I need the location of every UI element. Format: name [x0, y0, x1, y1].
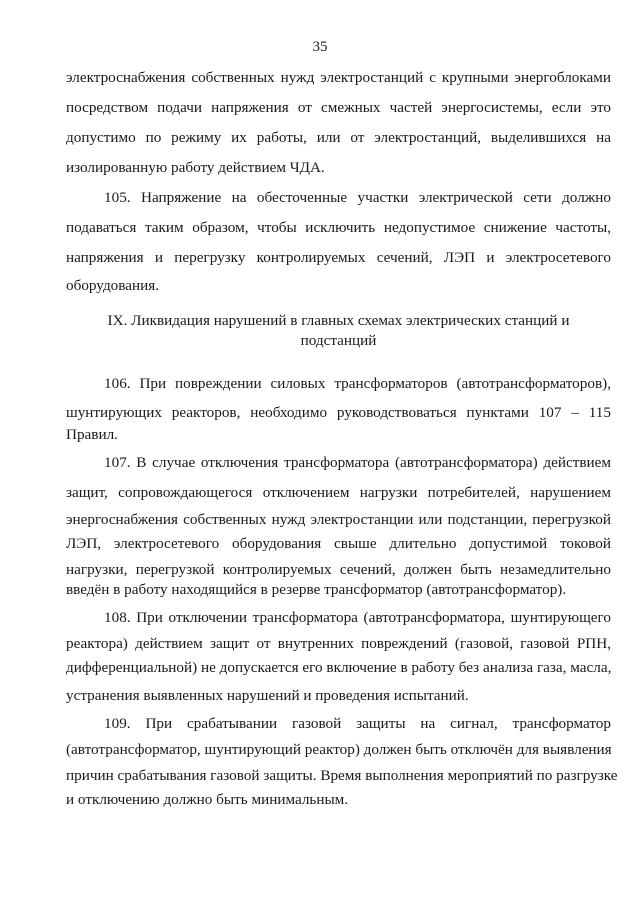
paragraph-108-line: 108. При отключении трансформатора (автотрансформатора, шунтирующего — [104, 609, 611, 626]
paragraph-107-line: ЛЭП, электросетевого оборудования свыше длительно допустимой токовой — [66, 535, 611, 552]
paragraph-107-line: защит, сопровождающегося отключением нагрузки потребителей, нарушением — [66, 484, 611, 501]
paragraph-106-line: Правил. — [66, 426, 118, 443]
paragraph-109-line: 109. При срабатывании газовой защиты на сигнал, трансформатор — [104, 715, 611, 732]
paragraph-107-line: энергоснабжения собственных нужд электростанции или подстанции, перегрузкой — [66, 511, 611, 528]
paragraph-106-line: 106. При повреждении силовых трансформаторов (автотрансформаторов), — [104, 375, 611, 392]
text-line: посредством подачи напряжения от смежных частей энергосистемы, если это — [66, 99, 611, 116]
text-line: допустимо по режиму их работы, или от электростанций, выделившихся на — [66, 129, 611, 146]
paragraph-107-line: введён в работу находящийся в резерве трансформатор (автотрансформатор). — [66, 581, 567, 598]
paragraph-106-line: шунтирующих реакторов, необходимо руководствоваться пунктами 107 – 115 — [66, 404, 611, 421]
paragraph-105-line: 105. Напряжение на обесточенные участки электрической сети должно — [104, 189, 611, 206]
paragraph-107-line: нагрузки, перегрузкой контролируемых сечений, должен быть незамедлительно — [66, 561, 611, 578]
paragraph-105-line: подаваться таким образом, чтобы исключить недопустимое снижение частоты, — [66, 219, 611, 236]
paragraph-109-line: и отключению должно быть минимальным. — [66, 791, 349, 808]
paragraph-109-line: причин срабатывания газовой защиты. Время выполнения мероприятий по разгрузке — [66, 767, 618, 784]
text-line: электроснабжения собственных нужд электростанций с крупными энергоблоками — [66, 69, 611, 86]
paragraph-108-line: реактора) действием защит от внутренних повреждений (газовой, газовой РПН, — [66, 635, 611, 652]
text-line: изолированную работу действием ЧДА. — [66, 159, 325, 176]
section-heading: подстанций — [300, 332, 377, 349]
paragraph-108-line: дифференциальной) не допускается его включение в работу без анализа газа, масла, — [66, 659, 612, 676]
section-heading: IX. Ликвидация нарушений в главных схемах электрических станций и — [107, 312, 570, 329]
page-number: 35 — [312, 39, 328, 55]
paragraph-107-line: 107. В случае отключения трансформатора (автотрансформатора) действием — [104, 454, 611, 471]
paragraph-105-line: напряжения и перегрузку контролируемых сечений, ЛЭП и электросетевого — [66, 249, 611, 266]
paragraph-105-line: оборудования. — [66, 277, 160, 294]
paragraph-109-line: (автотрансформатор, шунтирующий реактор) должен быть отключён для выявления — [66, 741, 612, 758]
paragraph-108-line: устранения выявленных нарушений и проведения испытаний. — [66, 687, 469, 704]
